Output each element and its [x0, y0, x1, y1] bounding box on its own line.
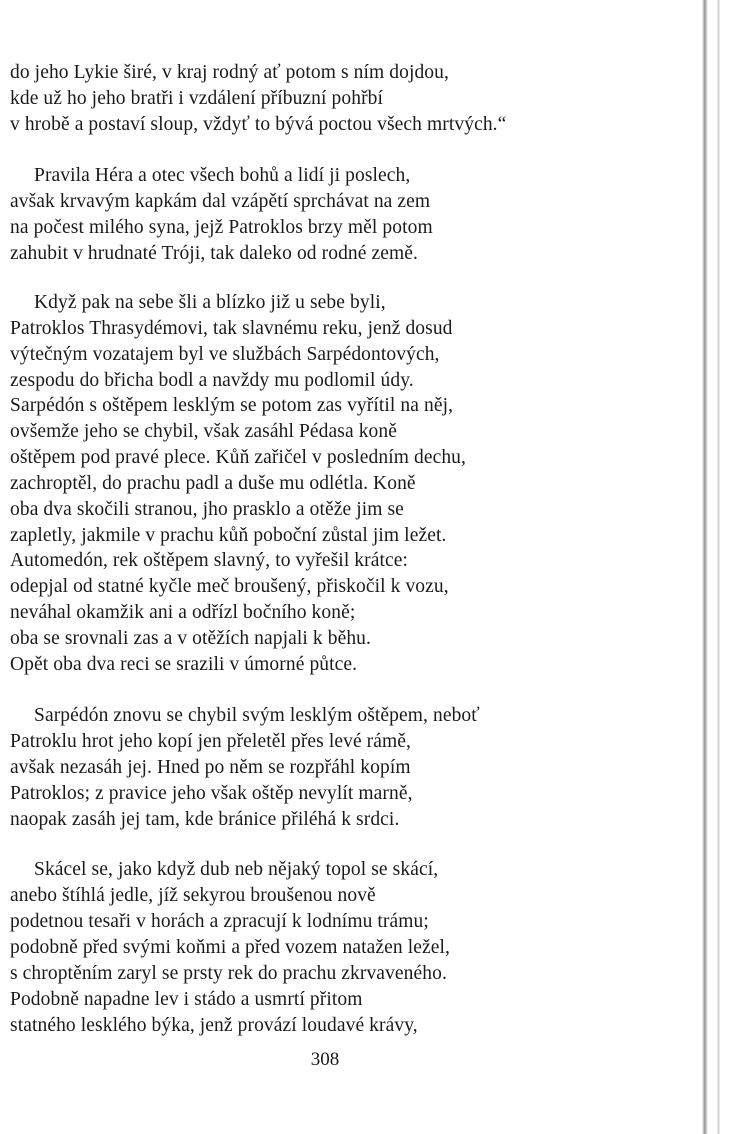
verse-line: zahubit v hrudnaté Tróji, tak daleko od rodné země.	[10, 243, 419, 264]
verse-line: ovšemže jeho se chybil, však zasáhl Pédasa koně	[10, 421, 397, 442]
verse-line: oba dva skočili stranou, jho prasklo a otěže jim se	[10, 499, 404, 520]
verse-line: Sarpédón s oštěpem lesklým se potom zas vyřítil na něj,	[10, 395, 454, 416]
verse-line: Patroklos; z pravice jeho však oštěp nevylít marně,	[10, 783, 413, 804]
verse-line: podetnou tesaři v horách a zpracují k lodnímu trámu;	[10, 911, 429, 932]
verse-line: Patroklu hrot jeho kopí jen přeletěl přes levé rámě,	[10, 731, 412, 752]
verse-line: naopak zasáh jej tam, kde bránice přiléhá k srdci.	[10, 809, 400, 830]
verse-line: odepjal od statné kyčle meč broušený, přiskočil k vozu,	[10, 576, 449, 597]
verse-line: kde už ho jeho bratři i vzdálení příbuzní pohřbí	[10, 88, 384, 109]
page-edge-shadow-outer	[717, 0, 720, 1134]
verse-line: s chroptěním zaryl se prsty rek do prachu zkrvaveného.	[10, 963, 447, 984]
verse-line: avšak nezasáh jej. Hned po něm se rozpřáhl kopím	[10, 757, 411, 778]
verse-line: neváhal okamžik ani a odřízl bočního koně;	[10, 602, 356, 623]
verse-line: oštěpem pod pravé plece. Kůň zařičel v posledním dechu,	[10, 447, 467, 468]
page-number: 308	[310, 1049, 340, 1070]
page-edge-shadow	[702, 0, 708, 1134]
verse-line: statného lesklého býka, jenž provází loudavé krávy,	[10, 1015, 418, 1036]
verse-line: Sarpédón znovu se chybil svým lesklým oštěpem, neboť	[34, 705, 480, 726]
verse-line: zachroptěl, do prachu padl a duše mu odlétla. Koně	[10, 473, 416, 494]
verse-line: Patroklos Thrasydémovi, tak slavnému reku, jenž dosud	[10, 318, 453, 339]
verse-line: Skácel se, jako když dub neb nějaký topol se skácí,	[34, 859, 439, 880]
verse-line: výtečným vozatajem byl ve službách Sarpédontových,	[10, 344, 440, 365]
verse-line: anebo štíhlá jedle, jíž sekyrou broušenou nově	[10, 885, 376, 906]
verse-line: avšak krvavým kapkám dal vzápětí sprchávat na zem	[10, 191, 431, 212]
verse-line: Podobně napadne lev i stádo a usmrtí přitom	[10, 989, 363, 1010]
verse-line: podobně před svými koňmi a před vozem natažen ležel,	[10, 937, 451, 958]
verse-line: zapletly, jakmile v prachu kůň poboční zůstal jim ležet.	[10, 525, 447, 546]
verse-line: v hrobě a postaví sloup, vždyť to bývá poctou všech mrtvých.“	[10, 114, 507, 135]
verse-line: do jeho Lykie širé, v kraj rodný ať potom s ním dojdou,	[10, 62, 449, 83]
verse-line: Pravila Héra a otec všech bohů a lidí ji poslech,	[34, 165, 411, 186]
verse-line: oba se srovnali zas a v otěžích napjali k běhu.	[10, 628, 371, 649]
verse-line: zespodu do břicha bodl a navždy mu podlomil údy.	[10, 370, 414, 391]
verse-line: na počest milého syna, jejž Patroklos brzy měl potom	[10, 217, 433, 238]
verse-line: Když pak na sebe šli a blízko již u sebe byli,	[34, 292, 386, 313]
verse-line: Opět oba dva reci se srazili v úmorné půtce.	[10, 654, 358, 675]
verse-line: Automedón, rek oštěpem slavný, to vyřešil krátce:	[10, 550, 409, 571]
